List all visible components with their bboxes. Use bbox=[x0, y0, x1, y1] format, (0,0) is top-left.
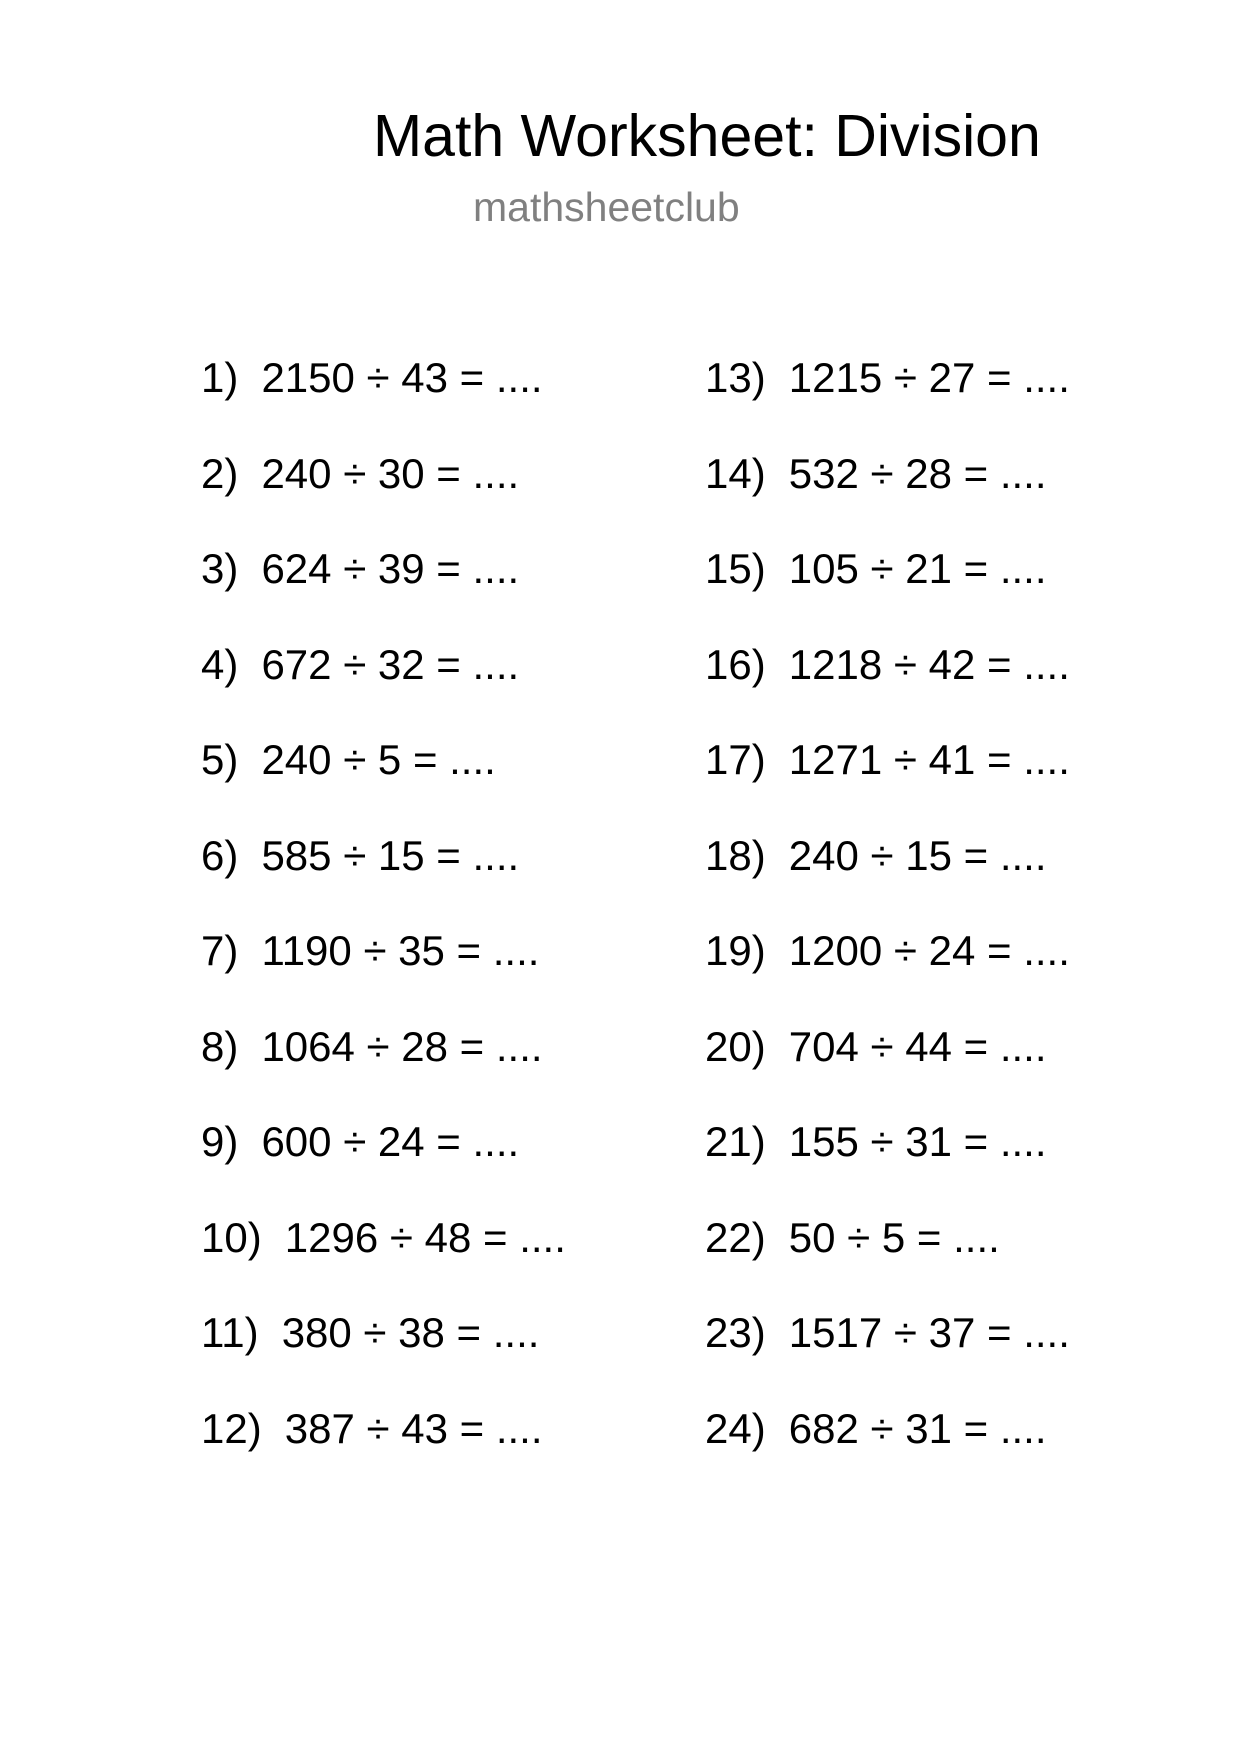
problem-expression: 600 ÷ 24 = .... bbox=[261, 1118, 520, 1165]
problem-item bbox=[705, 1112, 1070, 1208]
problem-number: 23) bbox=[705, 1309, 766, 1356]
problem-number: 18) bbox=[705, 831, 766, 879]
problem-expression: 672 ÷ 32 = .... bbox=[261, 640, 520, 688]
page-subtitle: mathsheetclub bbox=[473, 184, 740, 230]
problem-item bbox=[201, 730, 566, 826]
problem-item bbox=[705, 348, 1070, 444]
problem-number: 12) bbox=[201, 1404, 262, 1452]
problem-number: 3) bbox=[201, 545, 239, 592]
problem-number: 11) bbox=[201, 1309, 259, 1356]
problem-expression: 1190 ÷ 35 = .... bbox=[261, 927, 540, 974]
problem-expression: 50 ÷ 5 = .... bbox=[788, 1213, 1000, 1261]
problem-number: 24) bbox=[705, 1404, 766, 1452]
problem-number: 8) bbox=[201, 1022, 239, 1070]
problem-item bbox=[705, 635, 1070, 731]
problem-item bbox=[201, 1399, 566, 1495]
problem-item bbox=[705, 1303, 1070, 1399]
problem-expression: 624 ÷ 39 = .... bbox=[261, 545, 520, 592]
problem-item bbox=[705, 444, 1070, 540]
problem-number: 22) bbox=[705, 1213, 766, 1261]
problem-expression: 682 ÷ 31 = .... bbox=[788, 1404, 1047, 1452]
problem-expression: 1271 ÷ 41 = .... bbox=[788, 736, 1070, 783]
problem-number: 21) bbox=[705, 1118, 766, 1165]
problem-number: 17) bbox=[705, 736, 766, 783]
problem-expression: 1218 ÷ 42 = .... bbox=[788, 640, 1070, 688]
problem-item bbox=[705, 730, 1070, 826]
problem-number: 9) bbox=[201, 1118, 239, 1165]
problem-number: 2) bbox=[201, 449, 239, 497]
problem-item bbox=[201, 635, 566, 731]
problem-item bbox=[201, 348, 566, 444]
problem-number: 14) bbox=[705, 449, 766, 497]
problem-expression: 1215 ÷ 27 = .... bbox=[788, 354, 1070, 401]
problem-expression: 387 ÷ 43 = .... bbox=[284, 1404, 543, 1452]
problem-item bbox=[705, 1017, 1070, 1113]
problem-number: 19) bbox=[705, 927, 766, 974]
problem-expression: 1200 ÷ 24 = .... bbox=[788, 927, 1070, 974]
problem-item bbox=[705, 921, 1070, 1017]
problem-expression: 585 ÷ 15 = .... bbox=[261, 831, 520, 879]
problem-number: 10) bbox=[201, 1213, 262, 1261]
problem-item bbox=[201, 444, 566, 540]
problem-number: 5) bbox=[201, 736, 239, 783]
problem-item bbox=[201, 539, 566, 635]
problem-expression: 380 ÷ 38 = .... bbox=[281, 1309, 540, 1356]
problem-item bbox=[705, 1208, 1070, 1304]
problem-number: 16) bbox=[705, 640, 766, 688]
problem-expression: 240 ÷ 15 = .... bbox=[788, 831, 1047, 879]
problem-expression: 532 ÷ 28 = .... bbox=[788, 449, 1047, 497]
problem-item bbox=[705, 826, 1070, 922]
problem-number: 13) bbox=[705, 354, 766, 401]
problem-item bbox=[201, 826, 566, 922]
problem-expression: 2150 ÷ 43 = .... bbox=[261, 354, 543, 401]
problem-number: 15) bbox=[705, 545, 766, 592]
page-title: Math Worksheet: Division bbox=[373, 103, 1041, 169]
problem-expression: 155 ÷ 31 = .... bbox=[788, 1118, 1047, 1165]
problem-number: 4) bbox=[201, 640, 239, 688]
problem-item bbox=[705, 539, 1070, 635]
problem-item bbox=[201, 1303, 566, 1399]
problem-item bbox=[705, 1399, 1070, 1495]
problem-number: 7) bbox=[201, 927, 239, 974]
problem-expression: 1517 ÷ 37 = .... bbox=[788, 1309, 1070, 1356]
problem-number: 1) bbox=[201, 354, 239, 401]
problem-item bbox=[201, 921, 566, 1017]
problem-column-right bbox=[705, 348, 1070, 1494]
problem-item bbox=[201, 1017, 566, 1113]
problem-number: 6) bbox=[201, 831, 239, 879]
problem-expression: 1064 ÷ 28 = .... bbox=[261, 1022, 543, 1070]
problem-number: 20) bbox=[705, 1022, 766, 1070]
problem-expression: 105 ÷ 21 = .... bbox=[788, 545, 1047, 592]
problem-expression: 1296 ÷ 48 = .... bbox=[284, 1213, 566, 1261]
problem-expression: 240 ÷ 5 = .... bbox=[261, 736, 496, 783]
problem-item bbox=[201, 1208, 566, 1304]
problem-item bbox=[201, 1112, 566, 1208]
problem-expression: 240 ÷ 30 = .... bbox=[261, 449, 520, 497]
problem-expression: 704 ÷ 44 = .... bbox=[788, 1022, 1047, 1070]
problem-column-left bbox=[201, 348, 566, 1494]
